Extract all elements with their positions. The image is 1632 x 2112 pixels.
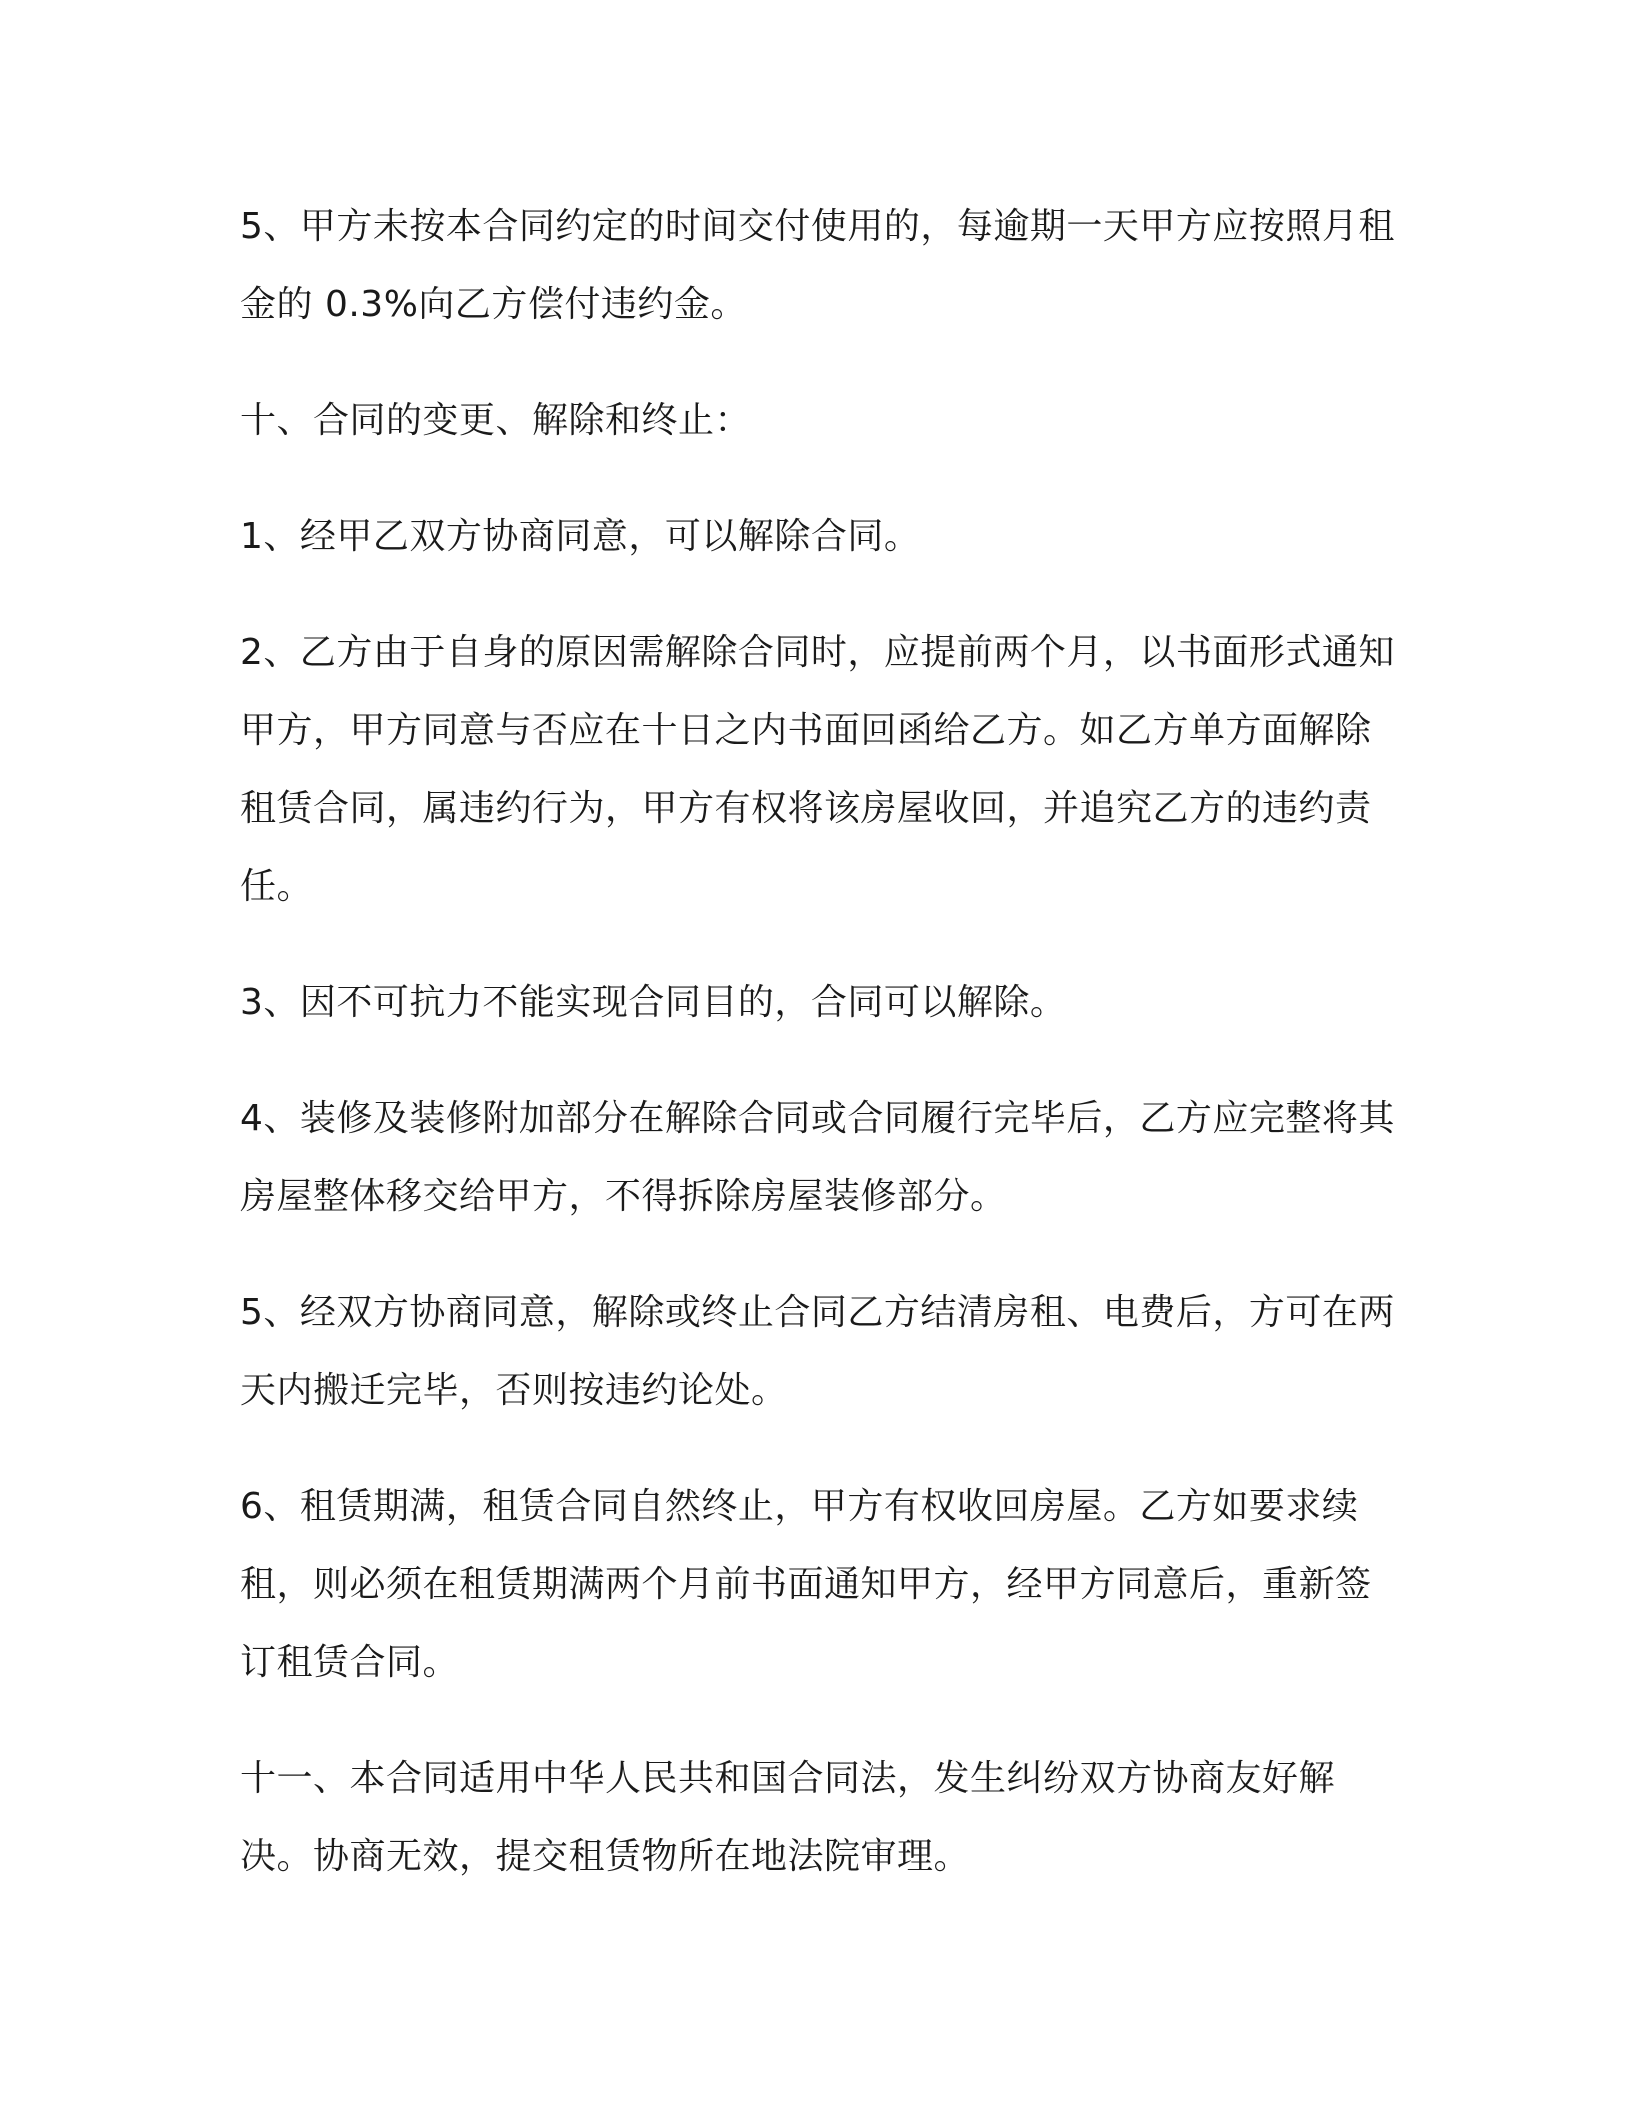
clause-10-6: 6、租赁期满，租赁合同自然终止，甲方有权收回房屋。乙方如要求续租，则必须在租赁期满两个月前书面通知甲方，经甲方同意后，重新签订租赁合同。	[240, 1486, 1372, 1683]
document-body	[240, 188, 1400, 1934]
clause-10-2: 2、乙方由于自身的原因需解除合同时，应提前两个月，以书面形式通知甲方，甲方同意与否应在十日之内书面回函给乙方。如乙方单方面解除租赁合同，属违约行为，甲方有权将该房屋收回，并追究乙方的违约责任。	[240, 632, 1395, 907]
clause-10-5: 5、经双方协商同意，解除或终止合同乙方结清房租、电费后，方可在两天内搬迁完毕，否则按违约论处。	[240, 1292, 1395, 1411]
section-10-heading: 十、合同的变更、解除和终止：	[240, 400, 752, 441]
clause-10-1: 1、经甲乙双方协商同意，可以解除合同。	[240, 516, 921, 557]
section-11-paragraph: 十一、本合同适用中华人民共和国合同法，发生纠纷双方协商友好解决。协商无效，提交租赁物所在地法院审理。	[240, 1758, 1336, 1877]
clause-10-4: 4、装修及装修附加部分在解除合同或合同履行完毕后，乙方应完整将其房屋整体移交给甲方，不得拆除房屋装修部分。	[240, 1098, 1395, 1217]
clause-10-3: 3、因不可抗力不能实现合同目的，合同可以解除。	[240, 982, 1067, 1023]
clause-9-5: 5、甲方未按本合同约定的时间交付使用的，每逾期一天甲方应按照月租金的 0.3%向乙方偿付违约金。	[240, 206, 1395, 325]
